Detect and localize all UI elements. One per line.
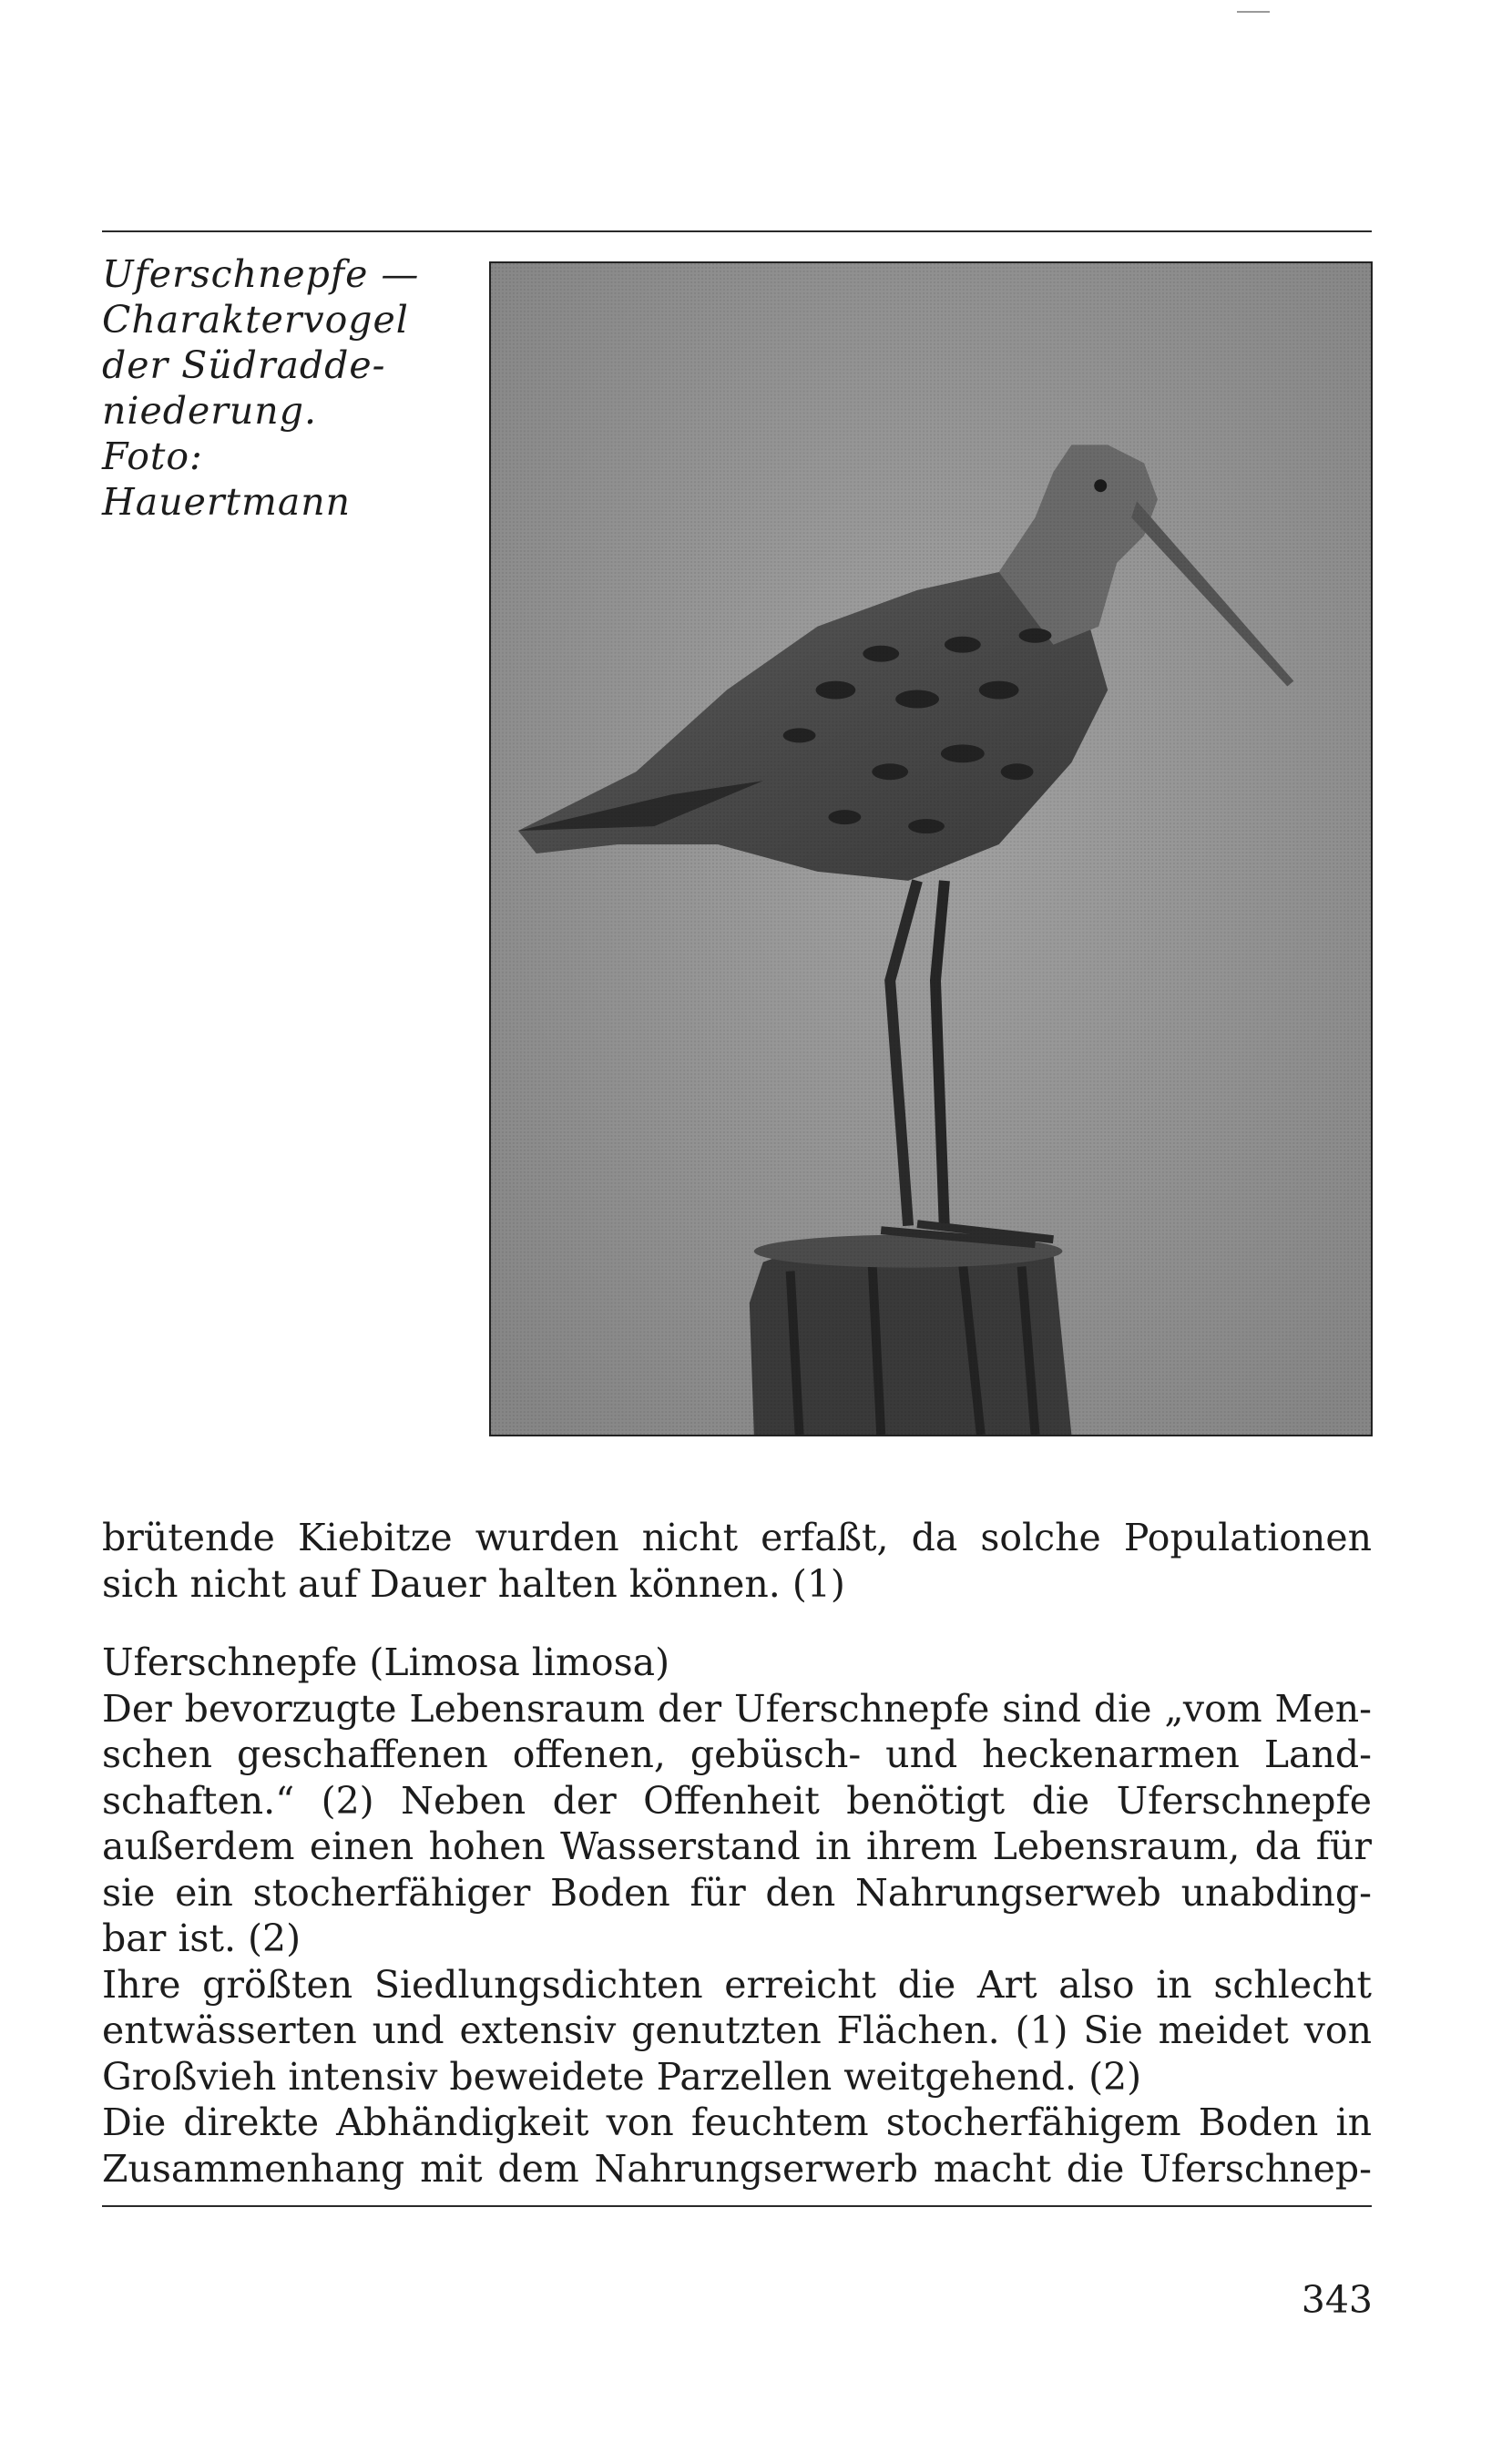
page-edge-mark [1237,11,1270,13]
text-line: schaften.“ (2) Neben der Offenheit benötigt die Uferschnepfe [102,1778,1372,1823]
paragraph-uferschnepfe [102,1640,1372,2192]
text-line: sie ein stocherfähiger Boden für den Nahrungserweb unabding- [102,1870,1372,1915]
text-line: schen geschaffenen offenen, gebüsch- und heckenarmen Land- [102,1732,1372,1776]
text-line: brütende Kiebitze wurden nicht erfaßt, da solche Populationen [102,1516,1372,1559]
text-line: Großvieh intensiv beweidete Parzellen weitgehend. (2) [102,2054,1142,2099]
text-line: sich nicht auf Dauer halten können. (1) [102,1561,845,1606]
text-line: Zusammenhang mit dem Nahrungserwerb macht die Uferschnep- [102,2146,1372,2191]
halftone-screen [491,263,1371,1435]
text-line: Die direkte Abhändigkeit von feuchtem stocherfähigem Boden in [102,2100,1372,2144]
uferschnepfe-photo [491,263,1371,1435]
paragraph-kiebitz [102,1515,1372,1607]
photo-caption [102,251,466,525]
text-line: Der bevorzugte Lebensraum der Uferschnepfe sind die „vom Men- [102,1686,1372,1731]
text-line: bar ist. (2) [102,1916,301,1960]
caption-line: Hauertmann [102,480,352,524]
bird-photo [489,261,1373,1436]
bottom-rule [102,2205,1372,2207]
caption-line: niederung. [102,389,317,433]
caption-line: der Südradde- [102,343,386,387]
caption-line: Uferschnepfe — [102,252,420,296]
caption-line: Charaktervogel [102,298,409,342]
section-heading: Uferschnepfe (Limosa limosa) [102,1640,670,1684]
text-line: Ihre größten Siedlungsdichten erreicht die Art also in schlecht [102,1962,1372,2007]
text-line: außerdem einen hohen Wasserstand in ihrem Lebensraum, da für [102,1824,1372,1868]
text-line: entwässerten und extensiv genutzten Flächen. (1) Sie meidet von [102,2008,1372,2052]
page-number: 343 [1301,2278,1373,2322]
top-rule [102,230,1372,232]
caption-line: Foto: [102,434,203,478]
